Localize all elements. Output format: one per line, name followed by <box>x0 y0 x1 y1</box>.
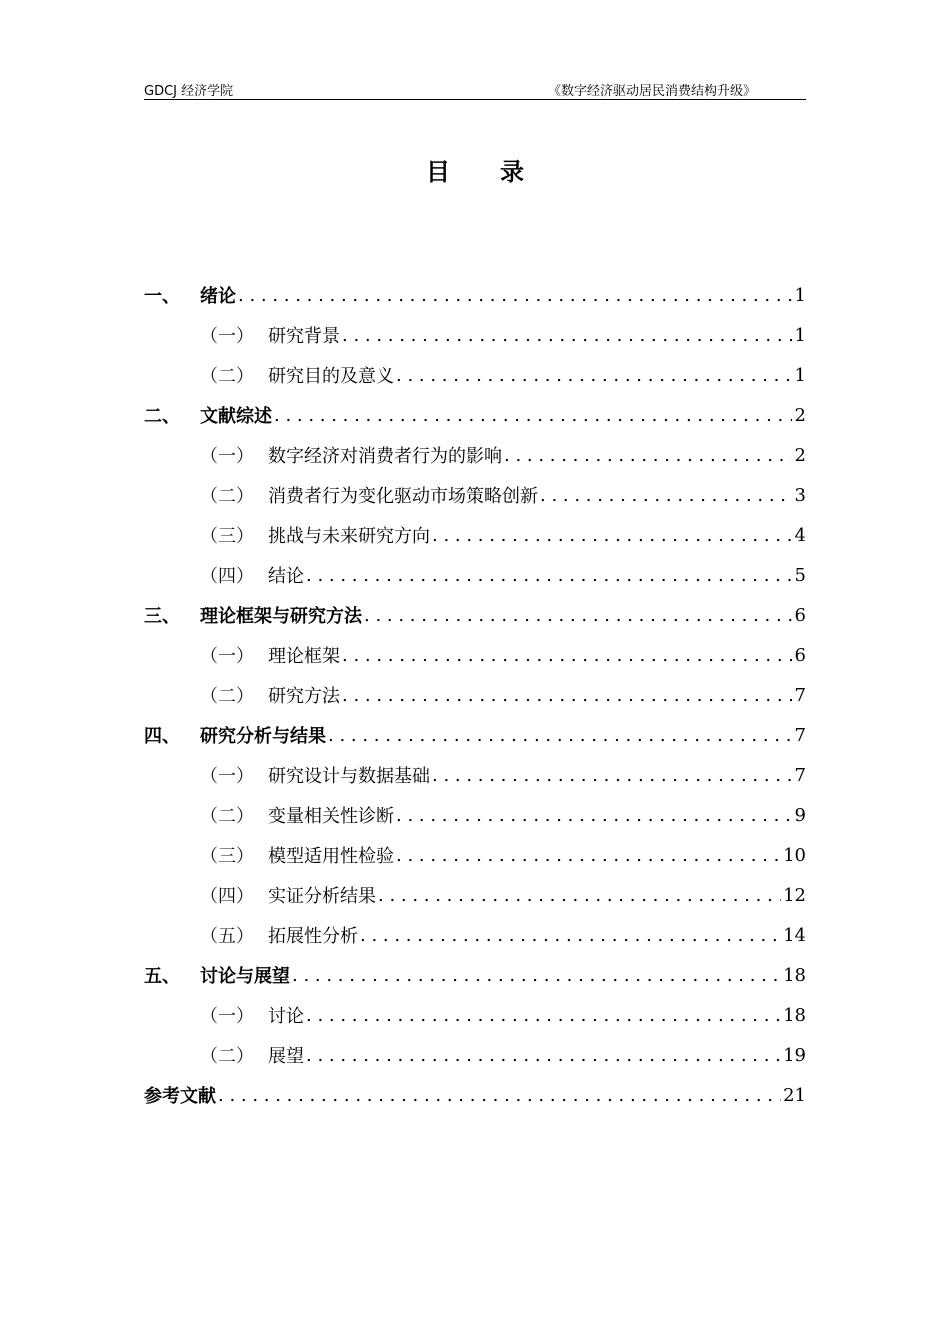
toc-entry-number: （二） <box>200 686 254 707</box>
toc-entry-title: 研究设计与数据基础 <box>268 766 430 787</box>
toc-entry[interactable] <box>144 835 806 875</box>
toc-entry-page: 7 <box>794 724 806 746</box>
toc-entry-number: （一） <box>200 446 254 467</box>
toc-entry-number: （一） <box>200 1006 254 1027</box>
toc-entry[interactable] <box>144 355 806 395</box>
toc-dot-leader <box>342 645 792 666</box>
toc-entry-page: 21 <box>783 1084 806 1106</box>
toc-entry-page: 9 <box>794 804 806 826</box>
toc-entry-number: 二、 <box>144 406 180 427</box>
toc-entry[interactable] <box>144 595 806 635</box>
toc-entry[interactable] <box>144 675 806 715</box>
toc-entry-page: 4 <box>794 524 806 546</box>
toc-entry[interactable] <box>144 395 806 435</box>
toc-entry[interactable] <box>144 275 806 315</box>
toc-entry-title: 研究分析与结果 <box>200 726 326 747</box>
toc-dot-leader <box>238 285 792 306</box>
toc-entry[interactable] <box>144 715 806 755</box>
toc-entry-page: 5 <box>794 564 806 586</box>
toc-entry-page: 2 <box>794 404 806 426</box>
toc-entry-title: 研究方法 <box>268 686 340 707</box>
toc-entry-page: 7 <box>794 684 806 706</box>
toc-entry-title: 研究目的及意义 <box>268 366 394 387</box>
toc-dot-leader <box>360 925 781 946</box>
toc-entry-title: 讨论与展望 <box>200 966 290 987</box>
toc-entry-page: 2 <box>794 444 806 466</box>
toc-entry-page: 1 <box>794 364 806 386</box>
toc-dot-leader <box>504 445 792 466</box>
toc-entry-title: 实证分析结果 <box>268 886 376 907</box>
toc-dot-leader <box>292 965 781 986</box>
toc-dot-leader <box>342 685 792 706</box>
toc-entry[interactable] <box>144 555 806 595</box>
toc-entry-title: 参考文献 <box>144 1086 216 1107</box>
page-header <box>144 78 806 100</box>
toc-entry-page: 18 <box>783 1004 806 1026</box>
toc-entry[interactable] <box>144 755 806 795</box>
toc-entry-title: 挑战与未来研究方向 <box>268 526 430 547</box>
toc-dot-leader <box>328 725 792 746</box>
toc-entry[interactable] <box>144 955 806 995</box>
toc-dot-leader <box>432 765 792 786</box>
toc-dot-leader <box>396 805 792 826</box>
toc-title: 目录 <box>426 158 574 186</box>
toc-entry-page: 6 <box>794 644 806 666</box>
toc-entry[interactable] <box>144 635 806 675</box>
toc-entry-number: （一） <box>200 326 254 347</box>
toc-entry-page: 12 <box>783 884 806 906</box>
toc-dot-leader <box>306 1005 781 1026</box>
toc-entry[interactable] <box>144 1035 806 1075</box>
toc-dot-leader <box>218 1085 781 1106</box>
toc-entry-page: 19 <box>783 1044 806 1066</box>
toc-entry-title: 消费者行为变化驱动市场策略创新 <box>268 486 538 507</box>
toc-entry-page: 6 <box>794 604 806 626</box>
toc-entry-number: （三） <box>200 846 254 867</box>
toc-entry-title: 文献综述 <box>200 406 272 427</box>
toc-dot-leader <box>306 565 792 586</box>
toc-dot-leader <box>378 885 781 906</box>
toc-entry[interactable] <box>144 995 806 1035</box>
toc-entry-number: （二） <box>200 486 254 507</box>
toc-entry-title: 理论框架 <box>268 646 340 667</box>
toc-entry-page: 3 <box>794 484 806 506</box>
toc-entry-number: 三、 <box>144 606 180 627</box>
toc-entry-title: 展望 <box>268 1046 304 1067</box>
toc-entry-number: （一） <box>200 646 254 667</box>
toc-entry-title: 模型适用性检验 <box>268 846 394 867</box>
toc-entry[interactable] <box>144 315 806 355</box>
toc-entry-title: 结论 <box>268 566 304 587</box>
toc-dot-leader <box>540 485 792 506</box>
toc-entry-title: 数字经济对消费者行为的影响 <box>268 446 502 467</box>
toc-entry-title: 理论框架与研究方法 <box>200 606 362 627</box>
toc-entry-number: （四） <box>200 886 254 907</box>
toc-entry[interactable] <box>144 875 806 915</box>
toc-entry[interactable] <box>144 515 806 555</box>
toc-entry-page: 1 <box>794 284 806 306</box>
toc-entry-title: 讨论 <box>268 1006 304 1027</box>
toc-entry[interactable] <box>144 435 806 475</box>
toc-entry-page: 7 <box>794 764 806 786</box>
toc-entry-page: 14 <box>783 924 806 946</box>
toc-entry-number: （二） <box>200 806 254 827</box>
toc-dot-leader <box>396 365 792 386</box>
toc-entry-number: （一） <box>200 766 254 787</box>
toc-dot-leader <box>396 845 781 866</box>
toc-entry-page: 18 <box>783 964 806 986</box>
toc-entry-number: 四、 <box>144 726 180 747</box>
toc-entry-number: 五、 <box>144 966 180 987</box>
toc-dot-leader <box>432 525 792 546</box>
toc-dot-leader <box>306 1045 781 1066</box>
header-school: GDCJ 经济学院 <box>144 84 234 99</box>
toc-entry-page: 10 <box>783 844 806 866</box>
toc-entry-number: （三） <box>200 526 254 547</box>
toc-dot-leader <box>364 605 792 626</box>
toc-dot-leader <box>274 405 792 426</box>
toc-entry-number: （二） <box>200 1046 254 1067</box>
toc-entry[interactable] <box>144 795 806 835</box>
toc-entry[interactable] <box>144 475 806 515</box>
toc-entry-number: （四） <box>200 566 254 587</box>
toc-entry-title: 研究背景 <box>268 326 340 347</box>
table-of-contents <box>144 275 806 1115</box>
toc-entry[interactable] <box>144 1075 806 1115</box>
toc-entry-number: （五） <box>200 926 254 947</box>
toc-entry-number: 一、 <box>144 286 180 307</box>
toc-entry-number: （二） <box>200 366 254 387</box>
toc-entry[interactable] <box>144 915 806 955</box>
toc-entry-title: 绪论 <box>200 286 236 307</box>
toc-entry-page: 1 <box>794 324 806 346</box>
toc-entry-title: 变量相关性诊断 <box>268 806 394 827</box>
toc-dot-leader <box>342 325 792 346</box>
header-paper-title: 《数字经济驱动居民消费结构升级》 <box>547 84 756 99</box>
toc-entry-title: 拓展性分析 <box>268 926 358 947</box>
